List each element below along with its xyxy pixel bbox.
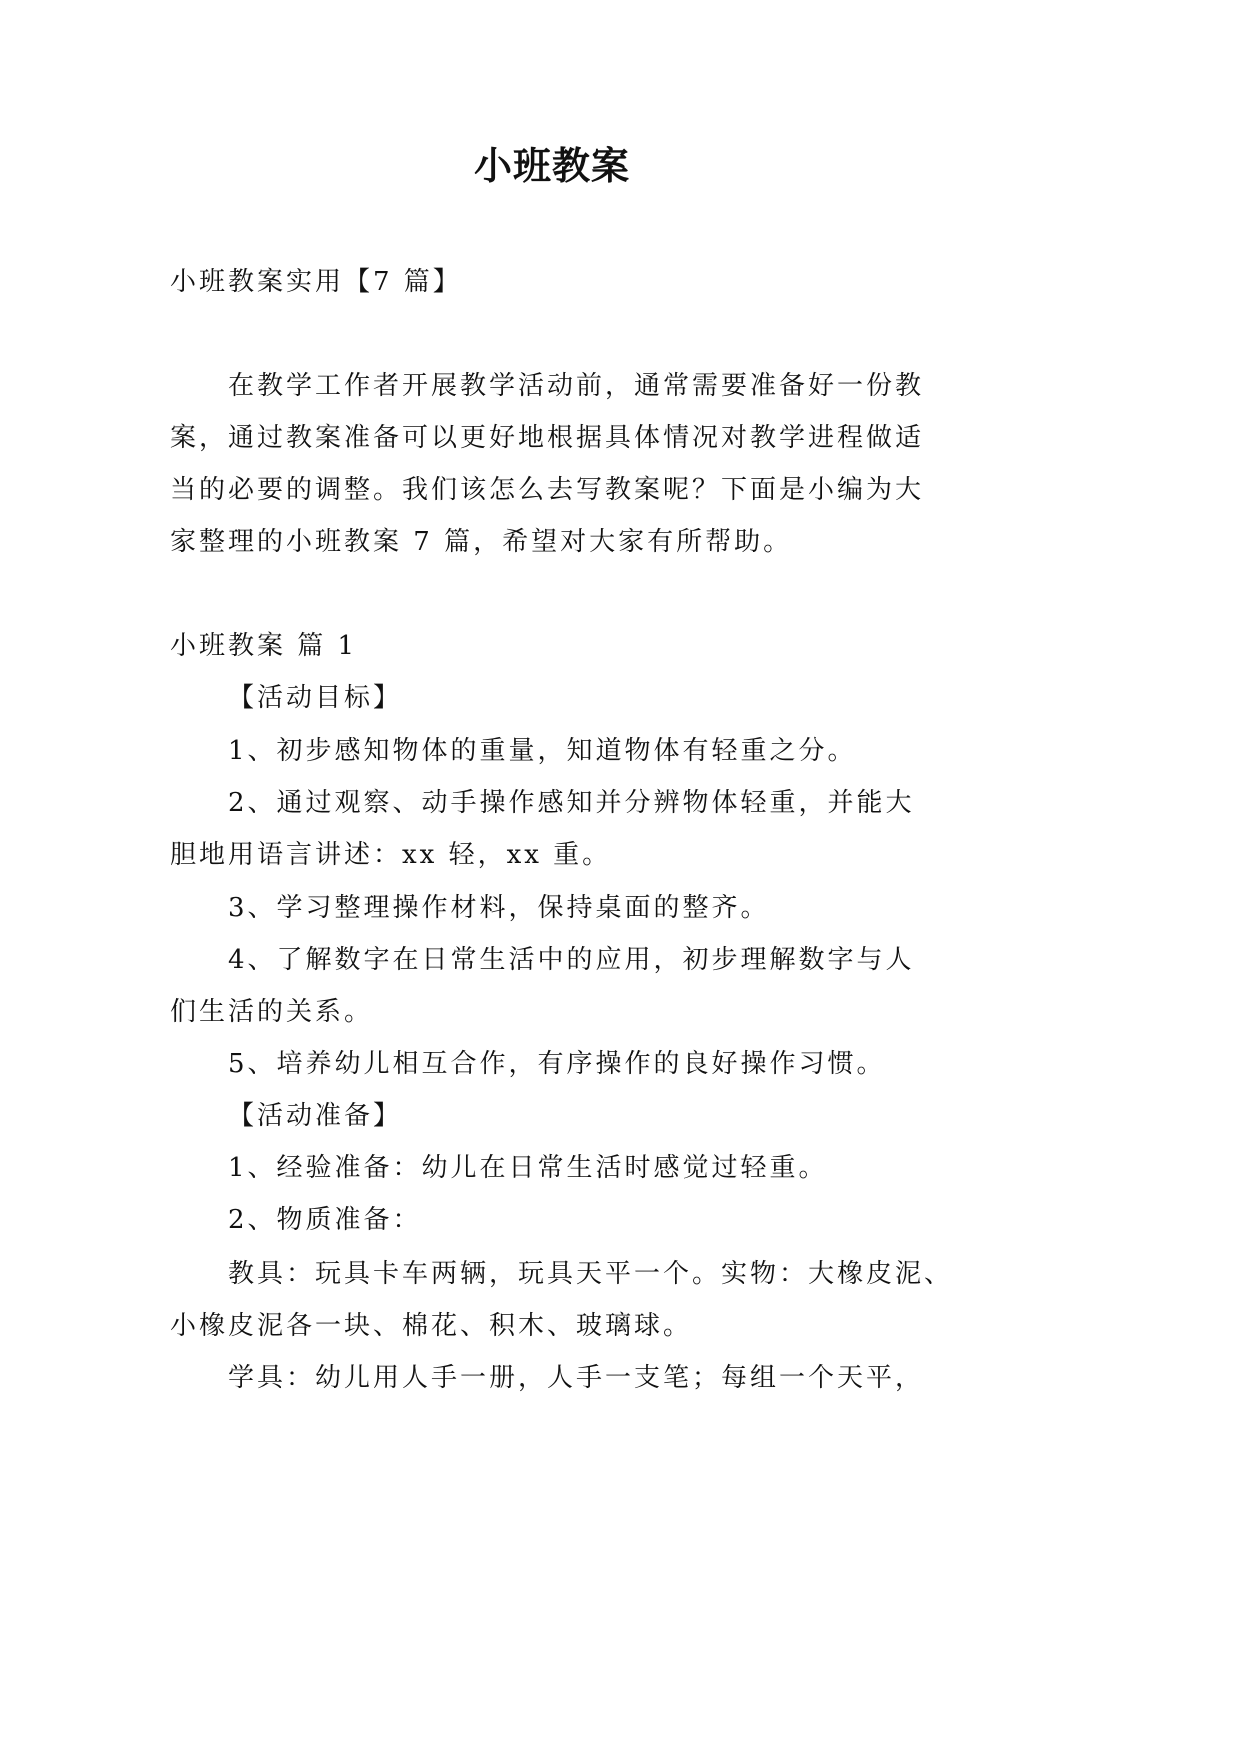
goal-item-continued: 们生活的关系。 (170, 997, 374, 1027)
document-subtitle: 小班教案实用【7 篇】 (170, 267, 462, 297)
goal-item: 4、了解数字在日常生活中的应用，初步理解数字与人 (228, 945, 915, 975)
goal-item: 1、初步感知物体的重量，知道物体有轻重之分。 (228, 736, 857, 766)
prep-item: 学具：幼儿用人手一册，人手一支笔；每组一个天平， (228, 1363, 925, 1393)
prep-item: 2、物质准备： (228, 1205, 422, 1235)
prep-heading: 【活动准备】 (228, 1101, 403, 1131)
goal-item: 5、培养幼儿相互合作，有序操作的良好操作习惯。 (228, 1049, 886, 1079)
goal-item: 3、学习整理操作材料，保持桌面的整齐。 (228, 893, 770, 923)
goal-item-continued: 胆地用语言讲述：xx 轻，xx 重。 (170, 840, 612, 870)
section-heading: 小班教案 篇 1 (170, 631, 358, 661)
prep-item: 教具：玩具卡车两辆，玩具天平一个。实物：大橡皮泥、 (228, 1259, 954, 1289)
prep-item: 1、经验准备：幼儿在日常生活时感觉过轻重。 (228, 1153, 828, 1183)
intro-line: 家整理的小班教案 7 篇，希望对大家有所帮助。 (170, 527, 793, 557)
intro-line: 案，通过教案准备可以更好地根据具体情况对教学进程做适 (170, 423, 925, 453)
document-title: 小班教案 (473, 144, 630, 188)
intro-line: 当的必要的调整。我们该怎么去写教案呢？下面是小编为大 (170, 475, 925, 505)
goal-item: 2、通过观察、动手操作感知并分辨物体轻重，并能大 (228, 788, 915, 818)
goals-heading: 【活动目标】 (228, 683, 403, 713)
prep-item-continued: 小橡皮泥各一块、棉花、积木、玻璃球。 (170, 1311, 693, 1341)
intro-line: 在教学工作者开展教学活动前，通常需要准备好一份教 (228, 371, 925, 401)
